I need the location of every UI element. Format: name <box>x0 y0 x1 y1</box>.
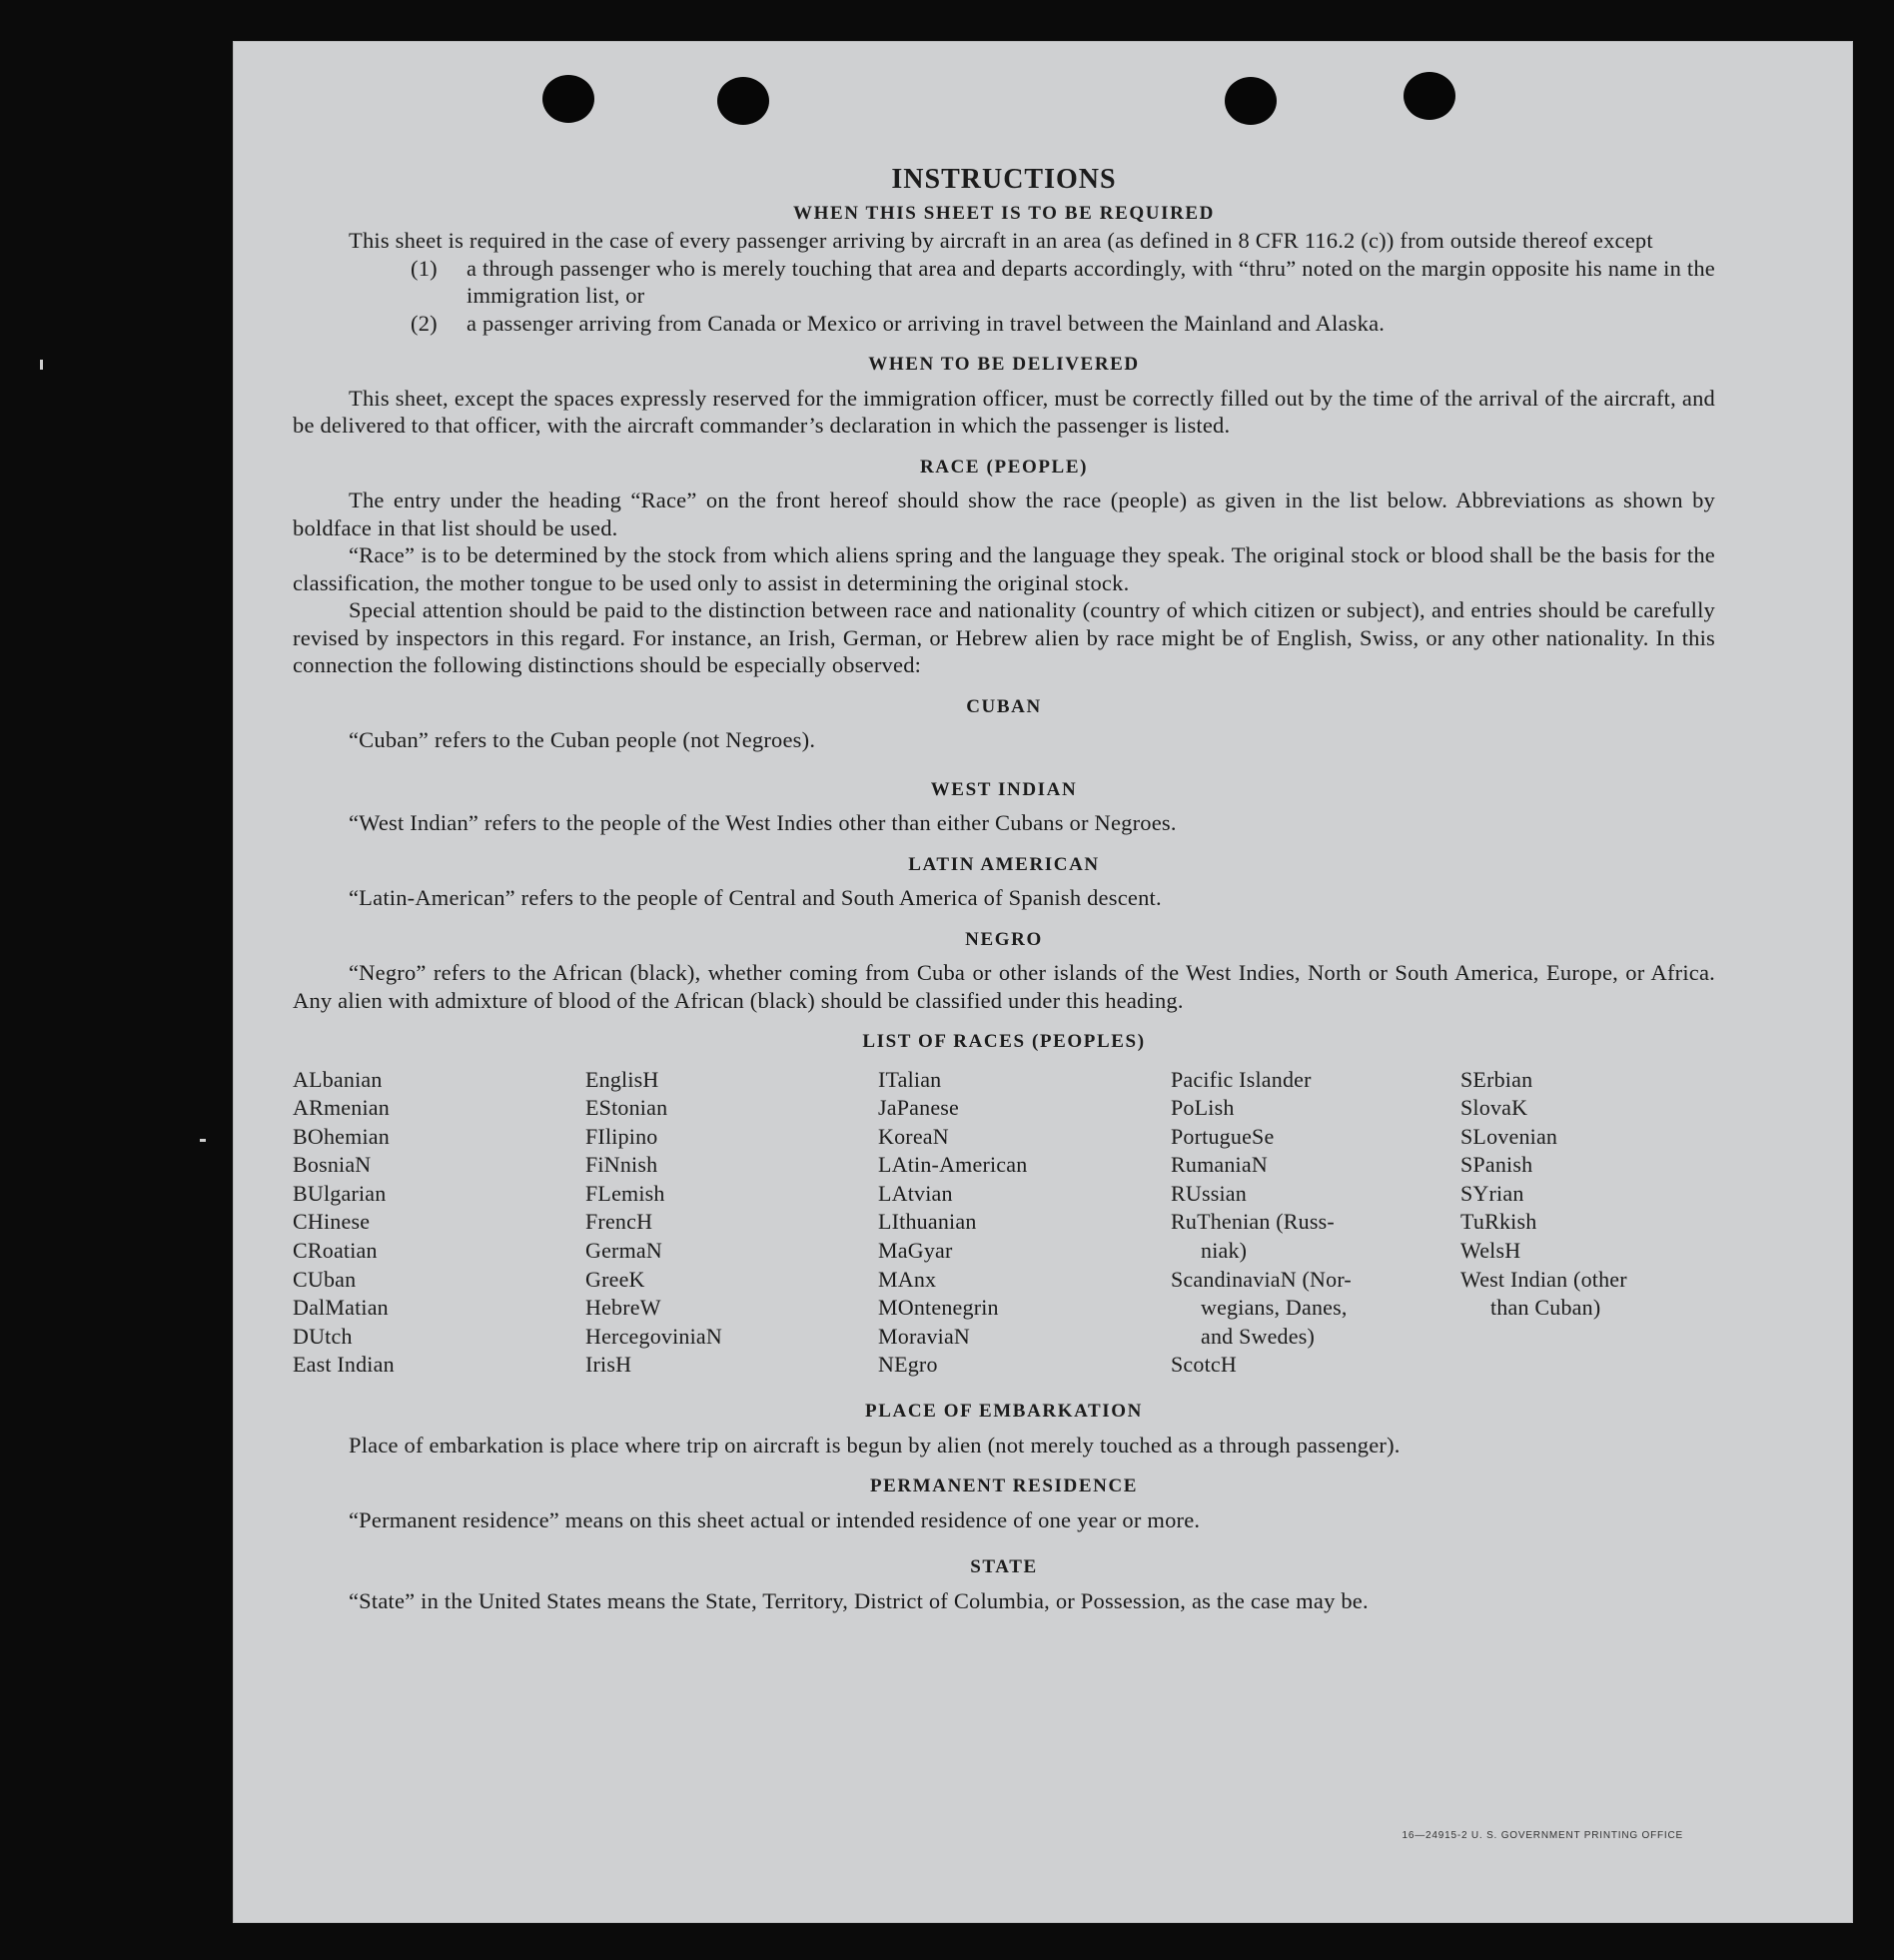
race-entry: EStonian <box>585 1095 668 1121</box>
race-entry: LAtin-American <box>878 1152 1028 1178</box>
heading-list-of-races: LIST OF RACES (PEOPLES) <box>862 1031 1146 1052</box>
race-entry: than Cuban) <box>1490 1295 1601 1321</box>
state-text: “State” in the United States means the State, Territory, District of Columbia, or Possession, as the case may be. <box>349 1587 1369 1613</box>
race-entry: HercegoviniaN <box>585 1323 722 1349</box>
heading-when-required: WHEN THIS SHEET IS TO BE REQUIRED <box>792 202 1216 224</box>
race-entry: ITalian <box>878 1066 942 1092</box>
exceptions-list <box>411 255 1715 338</box>
race-entry: MaGyar <box>878 1238 953 1264</box>
race-entry: LIthuanian <box>878 1209 977 1235</box>
races-list <box>293 1066 1715 1381</box>
heading-permanent-residence: PERMANENT RESIDENCE <box>869 1475 1139 1497</box>
races-column <box>1460 1066 1715 1381</box>
exception-text: a through passenger who is merely touching that area and departs accordingly, with “thru” noted on the margin opposite his name in the immigration list, or <box>467 255 1715 308</box>
race-entry: HebreW <box>585 1295 661 1321</box>
race-entry: LAtvian <box>878 1180 953 1206</box>
exception-item <box>411 255 1715 310</box>
race-entry: PortugueSe <box>1171 1123 1275 1149</box>
heading-negro: NEGRO <box>965 928 1043 950</box>
race-entry: BosniaN <box>293 1152 372 1178</box>
race-entry: TuRkish <box>1460 1209 1537 1235</box>
race-entry: FrencH <box>585 1209 653 1235</box>
page-title: INSTRUCTIONS <box>891 164 1117 195</box>
race-entry: WelsH <box>1460 1238 1521 1264</box>
race-entry: CHinese <box>293 1209 371 1235</box>
heading-latin-american: LATIN AMERICAN <box>908 853 1100 875</box>
heading-race: RACE (PEOPLE) <box>919 456 1089 478</box>
races-column <box>878 1066 1171 1381</box>
race-entry: East Indian <box>293 1352 395 1378</box>
race-entry: JaPanese <box>878 1095 960 1121</box>
heading-west-indian: WEST INDIAN <box>930 778 1078 800</box>
punch-hole <box>717 77 769 125</box>
race-entry: Pacific Islander <box>1171 1066 1312 1092</box>
race-entry: EnglisH <box>585 1066 659 1092</box>
punch-hole <box>1225 77 1277 125</box>
race-entry: KoreaN <box>878 1123 949 1149</box>
race-entry: FiNnish <box>585 1152 658 1178</box>
exception-number: (2) <box>411 310 438 336</box>
punch-hole <box>1404 72 1455 120</box>
permanent-residence-text: “Permanent residence” means on this sheet actual or intended residence of one year or more. <box>349 1506 1201 1532</box>
west-indian-text: “West Indian” refers to the people of the West Indies other than either Cubans or Negroes. <box>349 810 1177 835</box>
race-entry: MOntenegrin <box>878 1295 999 1321</box>
race-entry: NEgro <box>878 1352 938 1378</box>
race-entry: GreeK <box>585 1266 645 1292</box>
race-entry: MoraviaN <box>878 1323 971 1349</box>
latin-american-text: “Latin-American” refers to the people of Central and South America of Spanish descent. <box>349 885 1162 910</box>
race-entry: SErbian <box>1460 1066 1533 1092</box>
cuban-text: “Cuban” refers to the Cuban people (not Negroes). <box>349 727 816 752</box>
exception-number: (1) <box>411 255 438 281</box>
exception-text: a passenger arriving from Canada or Mexico or arriving in travel between the Mainland and Alaska. <box>467 310 1386 336</box>
races-column <box>1171 1066 1460 1381</box>
race-entry: BUlgarian <box>293 1180 387 1206</box>
instructions-body <box>293 166 1715 1614</box>
when-required-intro: This sheet is required in the case of every passenger arriving by aircraft in an area (as defined in 8 CFR 116.2 (c)) from outside thereof except <box>349 228 1653 253</box>
negro-text: “Negro” refers to the African (black), whether coming from Cuba or other islands of the West Indies, North or South America, Europe, or Africa. Any alien with admixture of blood of the African (black) should be classified under this heading. <box>293 960 1715 1013</box>
race-entry: ALbanian <box>293 1066 383 1092</box>
race-entry: wegians, Danes, <box>1201 1295 1348 1321</box>
race-entry: DUtch <box>293 1323 353 1349</box>
race-entry: ScotcH <box>1171 1352 1237 1378</box>
race-entry: ScandinaviaN (Nor- <box>1171 1266 1352 1292</box>
race-entry: CUban <box>293 1266 357 1292</box>
race-entry: niak) <box>1201 1238 1248 1264</box>
race-entry: SLovenian <box>1460 1123 1558 1149</box>
race-entry: IrisH <box>585 1352 632 1378</box>
race-paragraph-2: “Race” is to be determined by the stock from which aliens spring and the language they speak. The original stock or blood shall be the basis for the classification, the mother tongue to be used only to assist in determining the original stock. <box>293 542 1715 595</box>
race-paragraph-1: The entry under the heading “Race” on the front hereof should show the race (people) as given in the list below. Abbreviations as shown by boldface in that list should be used. <box>293 488 1715 540</box>
edge-mark <box>200 1139 206 1142</box>
race-entry: FIlipino <box>585 1123 658 1149</box>
race-entry: PoLish <box>1171 1095 1235 1121</box>
race-entry: GermaN <box>585 1238 662 1264</box>
heading-embarkation: PLACE OF EMBARKATION <box>865 1401 1143 1423</box>
race-entry: SYrian <box>1460 1180 1524 1206</box>
printer-imprint: 16—24915-2 U. S. GOVERNMENT PRINTING OFFICE <box>1402 1830 1683 1841</box>
race-entry: FLemish <box>585 1180 665 1206</box>
exception-item <box>411 310 1715 338</box>
races-column <box>585 1066 878 1381</box>
race-entry: MAnx <box>878 1266 937 1292</box>
race-entry: ARmenian <box>293 1095 390 1121</box>
race-entry: RUssian <box>1171 1180 1247 1206</box>
race-entry: BOhemian <box>293 1123 390 1149</box>
race-entry: and Swedes) <box>1201 1323 1316 1349</box>
races-column <box>293 1066 585 1381</box>
race-entry: SPanish <box>1460 1152 1533 1178</box>
race-entry: SlovaK <box>1460 1095 1528 1121</box>
race-entry: CRoatian <box>293 1238 378 1264</box>
race-entry: DalMatian <box>293 1295 389 1321</box>
race-entry: West Indian (other <box>1460 1266 1627 1292</box>
edge-mark <box>40 360 43 370</box>
heading-when-delivered: WHEN TO BE DELIVERED <box>868 354 1140 375</box>
punch-hole <box>542 75 594 123</box>
race-entry: RumaniaN <box>1171 1152 1268 1178</box>
embarkation-text: Place of embarkation is place where trip on aircraft is begun by alien (not merely touched as a through passenger). <box>349 1432 1401 1458</box>
heading-state: STATE <box>970 1556 1038 1578</box>
document-sheet <box>233 41 1853 1923</box>
race-paragraph-3: Special attention should be paid to the distinction between race and nationality (country of which citizen or subject), and entries should be carefully revised by inspectors in this regard. For instance, an Irish, German, or Hebrew alien by race might be of English, Swiss, or any other nationality. In this connection the following distinctions should be especially observed: <box>293 597 1715 677</box>
race-entry: RuThenian (Russ- <box>1171 1209 1335 1235</box>
heading-cuban: CUBAN <box>966 695 1042 717</box>
when-delivered-text: This sheet, except the spaces expressly reserved for the immigration officer, must be correctly filled out by the time of the arrival of the aircraft, and be delivered to that officer, with the aircraft commander’s declaration in which the passenger is listed. <box>293 385 1715 438</box>
